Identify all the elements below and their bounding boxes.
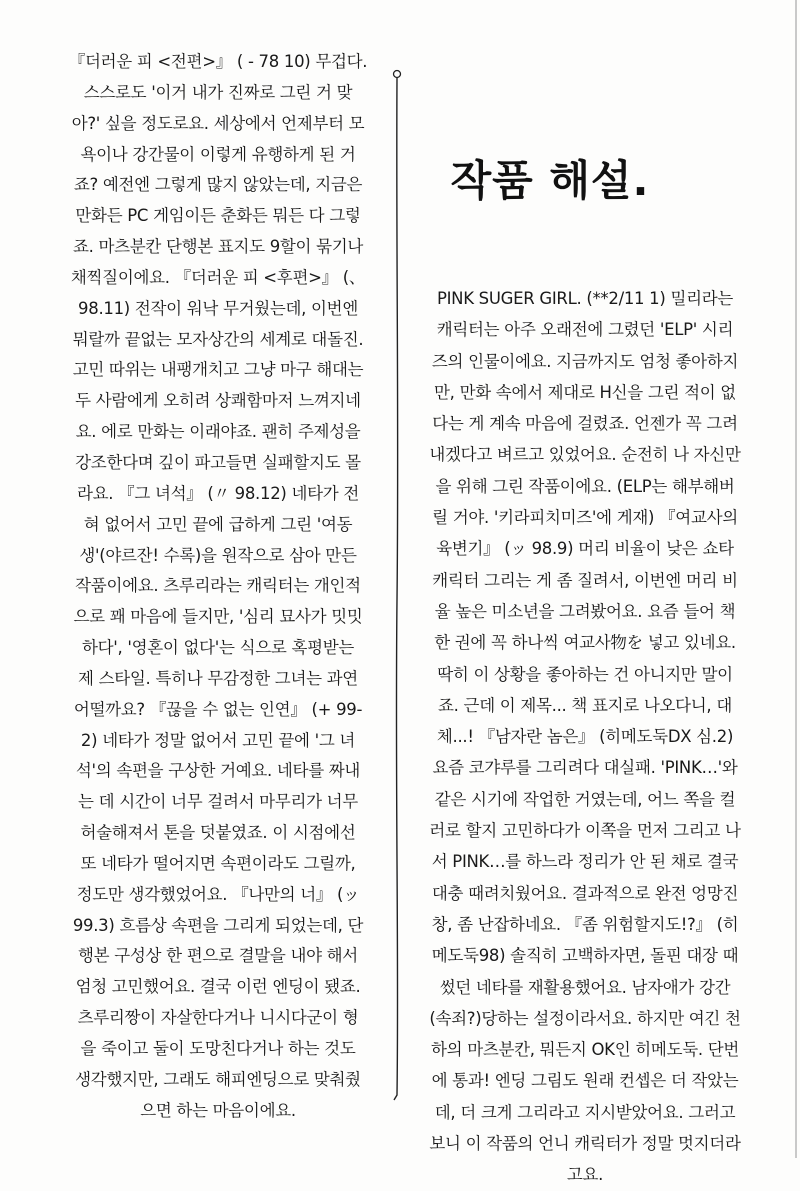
text-line: 보니 이 작품의 언니 캐릭터가 정말 멋지더라 xyxy=(429,1134,741,1154)
text-line: 다는 게 계속 마음에 걸렸죠. 언젠가 꼭 그려 xyxy=(432,414,738,434)
text-line: 뭐랄까 끝없는 모자상간의 세계로 대돌진. xyxy=(72,329,364,349)
text-line: 99.3) 흐름상 속편을 그리게 되었는데, 단 xyxy=(72,915,364,935)
page-title: 작품 해설. xyxy=(450,156,650,205)
text-line: 같은 시기에 작업한 거였는데, 어느 쪽을 컬 xyxy=(434,789,736,809)
page-edge xyxy=(795,0,797,1158)
right-text-column xyxy=(398,283,772,1191)
text-line: 캐릭터 그리는 게 좀 질려서, 이번엔 머리 비 xyxy=(432,570,738,590)
text-line: 죠. 근데 이 제목... 책 표지로 나오다니, 대 xyxy=(438,695,732,715)
text-line: 석'의 속편을 구상한 거예요. 네타를 짜내 xyxy=(75,761,361,781)
text-line: 하의 마츠분칸, 뭐든지 OK인 히메도둑. 단번 xyxy=(430,1040,740,1060)
text-line: 데, 더 크게 그리라고 지시받았어요. 그러고 xyxy=(434,1102,736,1122)
text-line: 또 네타가 떨어지면 속편이라도 그릴까, xyxy=(80,853,356,873)
text-line: 에 통과! 엔딩 그림도 원래 컨셉은 더 작았는 xyxy=(431,1071,739,1091)
text-line: 한 권에 꼭 하나씩 여교사物を 넣고 있네요. xyxy=(434,633,736,653)
text-line: 어떨까요? 『끊을 수 없는 인연』 (+ 99- xyxy=(73,699,363,719)
text-line: 으면 하는 마음이에요. xyxy=(140,1100,296,1120)
text-line: 대충 때려치웠어요. 결과적으로 완전 엉망진 xyxy=(431,883,739,903)
text-line: 하다', '영혼이 없다'는 식으로 혹평받는 xyxy=(81,638,355,658)
text-line: 작품이에요. 츠루리라는 캐릭터는 개인적 xyxy=(75,576,361,596)
text-line: 두 사람에게 오히려 상쾌함마저 느껴지네 xyxy=(75,391,361,411)
text-line: 98.11) 전작이 워낙 무거웠는데, 이번엔 xyxy=(78,298,358,318)
text-line: 만화든 PC 게임이든 춘화든 뭐든 다 그렇 xyxy=(75,206,361,226)
text-line: (속죄?)당하는 설정이라서요. 하지만 여긴 천 xyxy=(429,1008,741,1028)
text-line: 만, 만화 속에서 제대로 H신을 그린 적이 없 xyxy=(434,382,736,402)
text-line: 율 높은 미소년을 그려봤어요. 요즘 들어 책 xyxy=(434,601,736,621)
text-line: 강조한다며 깊이 파고들면 실패할지도 몰 xyxy=(75,452,361,472)
text-line: 죠. 마츠분칸 단행본 표지도 9할이 묶기나 xyxy=(72,237,364,257)
text-line: 허술해져서 톤을 덧붙였죠. 이 시점에선 xyxy=(80,823,356,843)
text-line: 딱히 이 상황을 좋아하는 건 아니지만 말이 xyxy=(437,664,733,684)
text-line: PINK SUGER GIRL. (**2/11 1) 밀리라는 xyxy=(436,289,734,308)
text-line: 창, 좀 난잡하네요. 『좀 위험할지도!?』 (히 xyxy=(431,914,739,934)
text-line: 육변기』 (ッ 98.9) 머리 비율이 낮은 쇼타 xyxy=(436,539,734,559)
text-line: 으로 꽤 마음에 들지만, '심리 묘사가 밋밋 xyxy=(73,607,363,627)
text-line: 썼던 네타를 재활용했어요. 남자애가 강간 xyxy=(439,977,731,997)
text-line: 스스로도 '이거 내가 진짜로 그린 거 맞 xyxy=(83,82,353,102)
text-line: 제 스타일. 특히나 무감정한 그녀는 과연 xyxy=(78,668,358,688)
text-line: 2) 네타가 정말 없어서 고민 끝에 '그 녀 xyxy=(80,730,356,750)
text-line: 릴 거야. '키라피치미즈'에 게재) 『여교사의 xyxy=(432,508,738,528)
text-line: 을 위해 그린 작품이에요. (ELP는 해부해버 xyxy=(435,476,735,496)
text-line: 엄청 고민했어요. 결국 이런 엔딩이 됐죠. xyxy=(75,977,361,997)
text-line: 는 데 시간이 너무 걸려서 마무리가 너무 xyxy=(78,792,358,812)
left-text-column xyxy=(38,47,398,1127)
text-line: 정도만 생각했었어요. 『나만의 너』 (ッ xyxy=(76,884,360,904)
text-line: 생'(야르잔! 수록)을 원작으로 삼아 만든 xyxy=(79,545,357,565)
text-line: 『더러운 피 <전편>』 ( - 78 10) 무겁다. xyxy=(68,52,368,71)
text-line: 요즘 코갸루를 그리려다 대실패. 'PINK…'와 xyxy=(432,758,738,778)
text-line: 고민 따위는 내팽개치고 그냥 마구 해대는 xyxy=(72,360,364,380)
text-line: 아?' 싶을 정도로요. 세상에서 언제부터 모 xyxy=(71,113,365,133)
text-line: 캐릭터는 아주 오래전에 그렸던 'ELP' 시리 xyxy=(436,320,734,340)
text-line: 행본 구성상 한 편으로 결말을 내야 해서 xyxy=(78,946,358,966)
text-line: 생각했지만, 그래도 해피엔딩으로 맞춰줬 xyxy=(75,1069,361,1089)
text-line: 고요. xyxy=(566,1165,604,1185)
text-line: 라요. 『그 녀석』 (〃 98.12) 네타가 전 xyxy=(77,483,359,503)
text-line: 죠? 예전엔 그렇게 많지 않았는데, 지금은 xyxy=(73,175,363,195)
text-line: 내겠다고 벼르고 있었어요. 순전히 나 자신만 xyxy=(429,445,741,465)
text-line: 메도둑98) 솔직히 고백하자면, 돌핀 대장 때 xyxy=(431,946,739,966)
text-line: 서 PINK…를 하느라 정리가 안 된 채로 결국 xyxy=(431,852,739,872)
text-line: 욕이나 강간물이 이렇게 유행하게 된 거 xyxy=(80,144,356,164)
text-line: 체...! 『남자란 놈은』 (히메도둑DX 심.2) xyxy=(436,727,734,747)
text-line: 을 죽이고 둘이 도망친다거나 하는 것도 xyxy=(80,1039,356,1058)
text-line: 요. 에로 만화는 이래야죠. 괜히 주제성을 xyxy=(75,422,361,442)
text-line: 혀 없어서 고민 끝에 급하게 그린 '여동 xyxy=(83,514,353,534)
text-line: 츠루리짱이 자살한다거나 니시다군이 형 xyxy=(77,1008,359,1028)
text-line: 즈의 인물이에요. 지금까지도 엄청 좋아하지 xyxy=(431,351,739,371)
text-line: 러로 할지 고민하다가 이쪽을 먼저 그리고 나 xyxy=(429,821,741,841)
text-line: 채찍질이에요. 『더러운 피 <후편>』 (、 xyxy=(70,267,366,287)
